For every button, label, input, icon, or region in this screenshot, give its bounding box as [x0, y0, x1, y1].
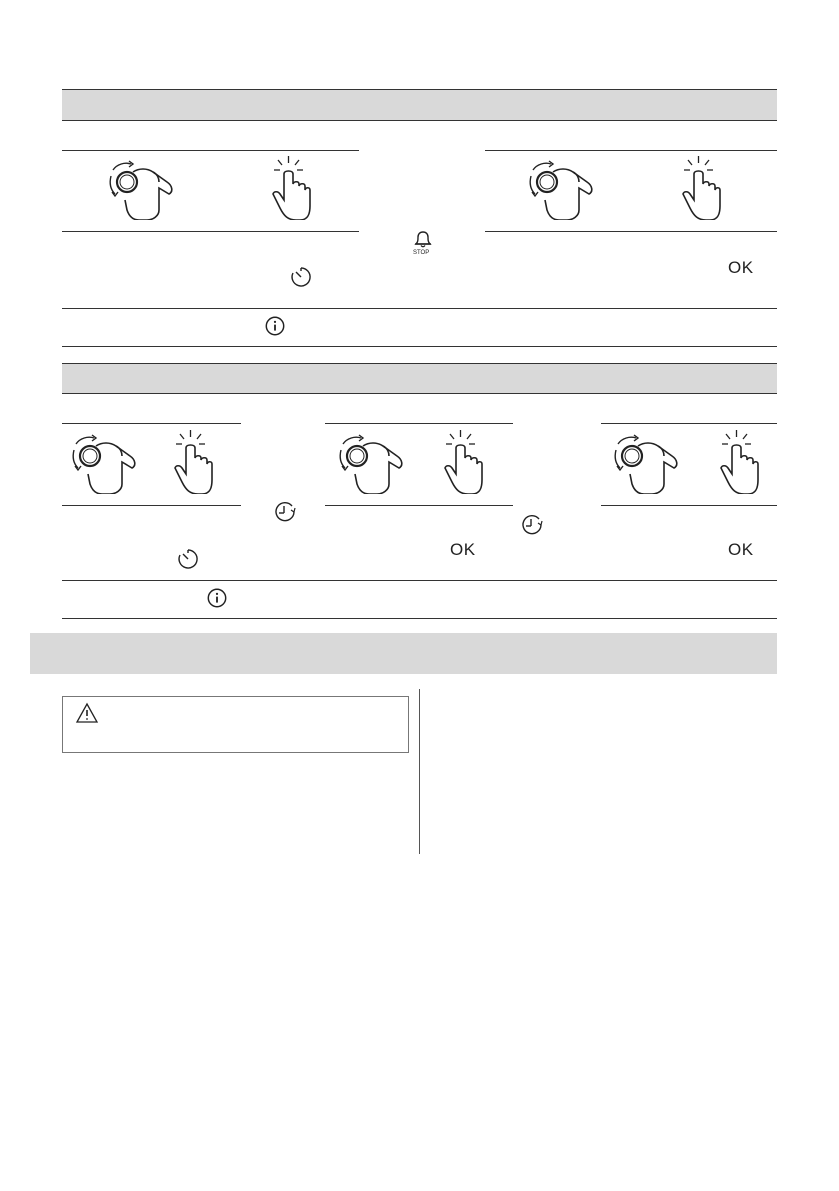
divider — [62, 393, 777, 394]
divider — [62, 308, 777, 309]
divider — [62, 120, 777, 121]
divider — [62, 150, 359, 151]
info-icon — [206, 587, 228, 609]
clock-start-icon — [273, 500, 297, 524]
divider — [62, 505, 241, 506]
divider — [62, 231, 359, 232]
warning-triangle-icon — [75, 702, 99, 724]
divider — [62, 89, 777, 90]
divider — [62, 423, 241, 424]
timer-icon — [289, 265, 313, 289]
divider — [325, 423, 513, 424]
rotate-knob-hand-icon — [600, 430, 700, 494]
divider — [485, 231, 777, 232]
divider — [62, 346, 777, 347]
touch-finger-icon — [240, 156, 340, 220]
rotate-knob-hand-icon — [515, 156, 615, 220]
divider — [601, 423, 777, 424]
stop-label: STOP — [413, 250, 430, 256]
touch-finger-icon — [142, 430, 242, 494]
divider — [485, 150, 777, 151]
touch-finger-icon — [650, 156, 750, 220]
divider — [62, 618, 777, 619]
touch-finger-icon — [412, 430, 512, 494]
column-divider — [419, 689, 420, 854]
warning-box — [62, 696, 409, 753]
clock-start-icon — [520, 513, 544, 537]
divider — [62, 580, 777, 581]
ok-label: OK — [728, 258, 754, 277]
ok-label: OK — [728, 540, 754, 559]
rotate-knob-hand-icon — [325, 430, 425, 494]
rotate-knob-hand-icon — [95, 156, 195, 220]
touch-finger-icon — [688, 430, 788, 494]
divider — [601, 505, 777, 506]
section3-header-band — [30, 633, 777, 674]
divider — [325, 505, 513, 506]
timer-icon — [176, 547, 200, 571]
ok-label: OK — [450, 540, 476, 559]
section2-header-band — [62, 364, 777, 393]
info-icon — [264, 315, 286, 337]
bell-stop-icon — [411, 229, 435, 249]
section1-header-band — [62, 90, 777, 120]
